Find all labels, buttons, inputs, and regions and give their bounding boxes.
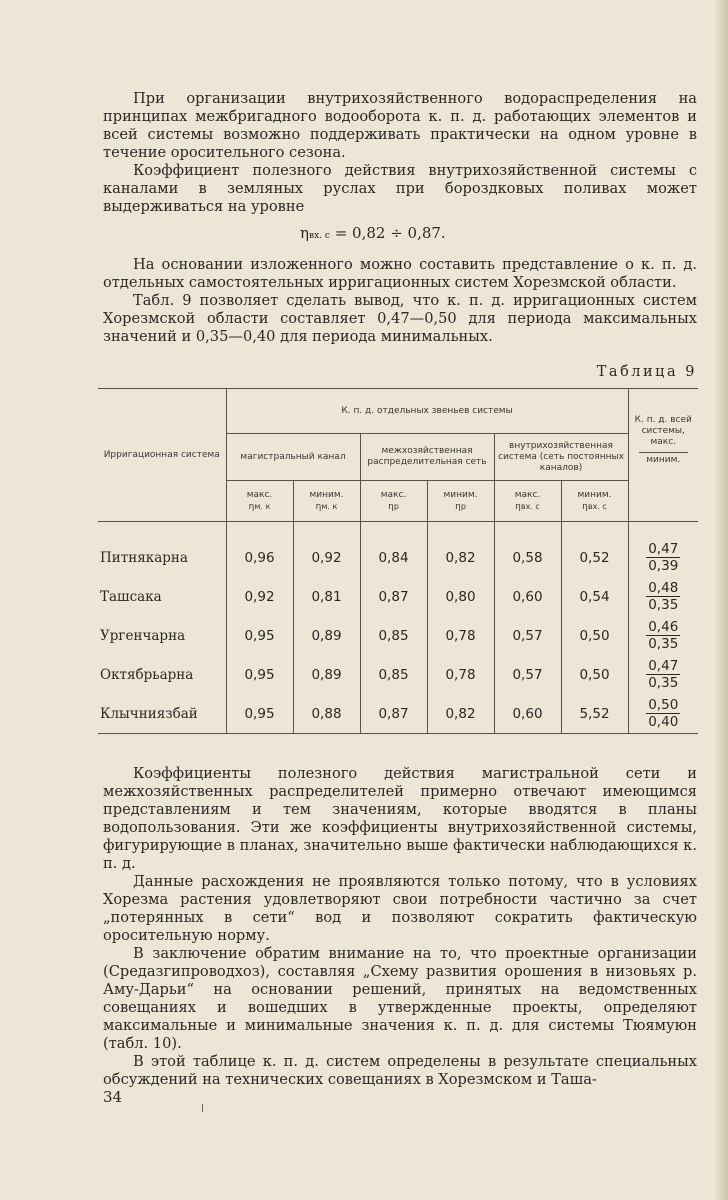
- efficiency-value: 5,52: [561, 694, 628, 734]
- efficiency-value: 0,89: [293, 655, 360, 694]
- total-max-value: 0,50: [648, 697, 679, 713]
- paragraph: В заключение обратим внимание на то, что проектные организации (Средазгипроводхоз), составляя „Схему развития орошения в низовьях р. Аму-Дарьи“ на основании решений, принятых на ведомственных совещаниях и вошедших в утвержденные проекты, определяют максимальные и минимальные значения к. п. д. для системы Тюямуюн (табл. 10).: [103, 945, 697, 1052]
- total-min-value: 0,40: [648, 714, 679, 730]
- efficiency-value: 0,54: [561, 577, 628, 616]
- total-min-value: 0,35: [648, 597, 679, 613]
- subcolumn-subscript: м. к: [254, 501, 271, 511]
- page-edge-shadow: [714, 0, 728, 1200]
- subcolumn-eta: η: [315, 501, 322, 512]
- system-total: [628, 577, 698, 616]
- efficiency-value: 0,58: [494, 538, 561, 577]
- conclusion-text: [103, 765, 697, 1089]
- formula-eta: η: [300, 224, 309, 242]
- total-min-label: миним.: [639, 452, 689, 466]
- subcolumn-label: макс.: [380, 489, 407, 500]
- subcolumn-eta: η: [582, 501, 588, 512]
- subcolumn-subscript: вх. с: [587, 501, 607, 511]
- system-total: [628, 538, 698, 577]
- total-min-value: 0,35: [648, 636, 679, 652]
- paragraph: Табл. 9 позволяет сделать вывод, что к. п. д. ирригационных систем Хорезмской области составляет 0,47—0,50 для периода максимальных значений и 0,35—0,40 для периода минимальных.: [103, 292, 697, 345]
- paragraph: Коэффициенты полезного действия магистральной сети и межхозяйственных распределителей примерно отвечают имеющимся представлениям и тем значениям, которые вводятся в планы водопользования. Эти же коэффициенты внутрихозяйственной системы, фигурирующие в планах, значительно выше фактически наблюдающихся к. п. д.: [103, 765, 697, 872]
- efficiency-value: 0,85: [360, 655, 427, 694]
- table-caption: Таблица 9: [596, 364, 697, 380]
- efficiency-value: 0,81: [293, 577, 360, 616]
- efficiency-value: 0,82: [427, 694, 494, 734]
- efficiency-value: 0,60: [494, 577, 561, 616]
- efficiency-value: 0,78: [427, 616, 494, 655]
- subcolumn-header: [293, 481, 360, 522]
- group-header: К. п. д. отдельных звеньев системы: [226, 389, 628, 434]
- efficiency-value: 0,96: [226, 538, 293, 577]
- efficiency-value: 0,50: [561, 655, 628, 694]
- efficiency-value: 0,95: [226, 694, 293, 734]
- system-total: [628, 694, 698, 734]
- subcolumn-eta: η: [248, 501, 255, 512]
- table-spacer-row: [98, 522, 698, 539]
- efficiency-value: 0,60: [494, 694, 561, 734]
- efficiency-value: 0,85: [360, 616, 427, 655]
- subcolumn-subscript: р: [393, 501, 399, 511]
- subcolumn-label: миним.: [309, 489, 344, 500]
- subcolumn-label: макс.: [514, 489, 541, 500]
- system-total: [628, 655, 698, 694]
- formula-value: = 0,82 ÷ 0,87.: [334, 224, 446, 242]
- system-total: [628, 616, 698, 655]
- intro-text: [103, 90, 697, 216]
- table-row: [98, 655, 698, 694]
- efficiency-value: 0,52: [561, 538, 628, 577]
- subcolumn-subscript: вх. с: [520, 501, 540, 511]
- subcolumn-subscript: р: [460, 501, 466, 511]
- efficiency-value: 0,95: [226, 655, 293, 694]
- efficiency-value: 0,57: [494, 616, 561, 655]
- efficiency-value: 0,87: [360, 577, 427, 616]
- efficiency-value: 0,84: [360, 538, 427, 577]
- efficiency-value: 0,87: [360, 694, 427, 734]
- efficiency-formula: [300, 224, 446, 242]
- efficiency-value: 0,95: [226, 616, 293, 655]
- total-max-label: К. п. д. всей системы, макс.: [634, 415, 692, 447]
- print-mark: [202, 1104, 203, 1112]
- efficiency-value: 0,80: [427, 577, 494, 616]
- page-number: 34: [103, 1088, 123, 1106]
- table-row: [98, 538, 698, 577]
- subcolumn-label: макс.: [246, 489, 273, 500]
- subcolumn-header: [494, 481, 561, 522]
- subgroup-on-farm-system: внутрихозяйственная система (сеть постоянных каналов): [494, 434, 628, 481]
- subcolumn-subscript: м. к: [321, 501, 338, 511]
- total-max-value: 0,47: [648, 541, 679, 557]
- paragraph: Данные расхождения не проявляются только потому, что в условиях Хорезма растения удовлетворяют свои потребности частично за счет „потерянных в сети“ вод и позволяют сократить фактическую оросительную норму.: [103, 873, 697, 944]
- subgroup-distribution-network: межхозяйственная распределительная сеть: [360, 434, 494, 481]
- efficiency-value: 0,57: [494, 655, 561, 694]
- table-row: [98, 577, 698, 616]
- total-min-value: 0,35: [648, 675, 679, 691]
- system-name: Ургенчарна: [98, 616, 226, 655]
- system-name: Октябрьарна: [98, 655, 226, 694]
- subcolumn-header: [427, 481, 494, 522]
- total-max-value: 0,48: [648, 580, 679, 596]
- total-max-value: 0,46: [648, 619, 679, 635]
- subcolumn-header: [226, 481, 293, 522]
- system-name: Клычниязбай: [98, 694, 226, 734]
- system-name: Питнякарна: [98, 538, 226, 577]
- total-max-value: 0,47: [648, 658, 679, 674]
- efficiency-value: 0,92: [226, 577, 293, 616]
- subcolumn-header: [360, 481, 427, 522]
- subgroup-main-canal: магистральный канал: [226, 434, 360, 481]
- subcolumn-eta: η: [388, 501, 394, 512]
- subcolumn-header: [561, 481, 628, 522]
- analysis-text: [103, 256, 697, 346]
- formula-subscript: вх. с: [309, 231, 330, 241]
- subcolumn-eta: η: [455, 501, 461, 512]
- paragraph: Коэффициент полезного действия внутрихозяйственной системы с каналами в земляных руслах при бороздковых поливах может выдерживаться на уровне: [103, 162, 697, 215]
- efficiency-value: 0,82: [427, 538, 494, 577]
- efficiency-value: 0,88: [293, 694, 360, 734]
- total-min-value: 0,39: [648, 558, 679, 574]
- efficiency-value: 0,89: [293, 616, 360, 655]
- subcolumn-label: миним.: [577, 489, 612, 500]
- paragraph: В этой таблице к. п. д. систем определены в результате специальных обсуждений на технических совещаниях в Хорезмском и Таша-: [103, 1053, 697, 1088]
- table-row: [98, 616, 698, 655]
- table-row: [98, 694, 698, 734]
- paragraph: При организации внутрихозяйственного водораспределения на принципах межбригадного водооборота к. п. д. работающих элементов и всей системы возможно поддерживать практически на одном уровне в течение оросительного сезона.: [103, 90, 697, 161]
- efficiency-value: 0,78: [427, 655, 494, 694]
- efficiency-value: 0,92: [293, 538, 360, 577]
- efficiency-table: [98, 388, 698, 734]
- column-header-system: Ирригационная система: [98, 389, 226, 522]
- efficiency-value: 0,50: [561, 616, 628, 655]
- column-header-total: [628, 389, 698, 522]
- paragraph: На основании изложенного можно составить представление о к. п. д. отдельных самостоятельных ирригационных систем Хорезмской области.: [103, 256, 697, 291]
- system-name: Ташсака: [98, 577, 226, 616]
- subcolumn-eta: η: [515, 501, 521, 512]
- subcolumn-label: миним.: [443, 489, 478, 500]
